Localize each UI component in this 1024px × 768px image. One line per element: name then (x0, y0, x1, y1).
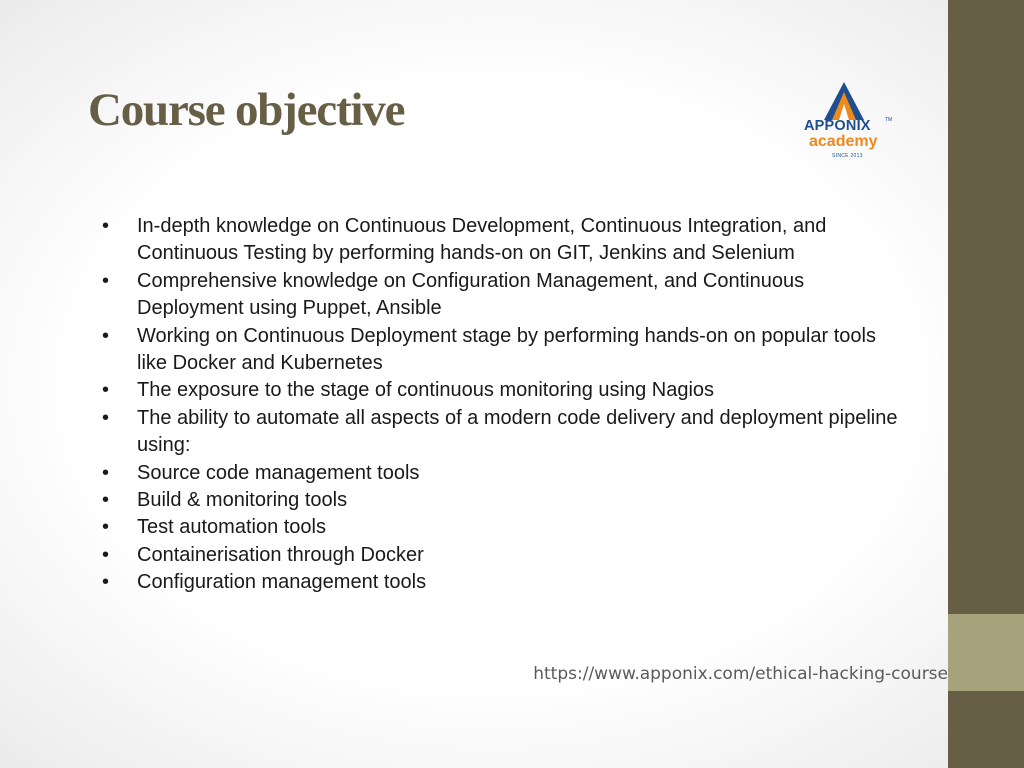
list-item (98, 323, 908, 378)
list-item (98, 405, 908, 460)
list-item (98, 487, 908, 514)
bullet-icon: • (102, 379, 110, 402)
list-item-text: Containerisation through Docker (137, 543, 424, 566)
list-item (98, 569, 908, 596)
list-item-text: The exposure to the stage of continuous monitoring using Nagios (137, 379, 715, 402)
list-item-text: Test automation tools (137, 516, 326, 539)
bullet-icon: • (102, 215, 110, 237)
list-item-text: Source code management tools (137, 461, 420, 484)
bullet-icon: • (102, 406, 110, 429)
apponix-logo-icon (823, 81, 865, 121)
list-item (98, 268, 908, 323)
objective-list (98, 213, 908, 597)
list-item-text: Configuration management tools (137, 571, 427, 594)
bullet-icon: • (102, 489, 110, 512)
bullet-icon: • (102, 516, 110, 539)
list-item-text: Comprehensive knowledge on Configuration Management, and Continuous Deployment using Puppet, Ansible (137, 269, 805, 320)
list-item-text: In-depth knowledge on Continuous Development, Continuous Integration, and Continuous Testing by performing hands-on on GIT, Jenkins and Selenium (137, 215, 827, 265)
bullet-icon: • (102, 571, 110, 594)
sidebar-accent-block (948, 614, 1024, 691)
course-url: https://www.apponix.com/ethical-hacking-course (533, 664, 948, 684)
list-item (98, 542, 908, 569)
slide-title: Course objective (88, 84, 405, 136)
list-item (98, 514, 908, 541)
bullet-icon: • (102, 461, 110, 484)
logo-since-text: SINCE 2013 (832, 153, 863, 159)
apponix-academy-logo (801, 78, 897, 168)
bullet-icon: • (102, 269, 110, 292)
bullet-icon: • (102, 324, 110, 347)
list-item (98, 377, 908, 404)
list-item-text: Working on Continuous Deployment stage by performing hands-on on popular tools like Docker and Kubernetes (137, 324, 876, 375)
list-item (98, 460, 908, 487)
list-item-text: The ability to automate all aspects of a modern code delivery and deployment pipeline using: (137, 406, 898, 457)
logo-sub-text: academy (809, 133, 878, 150)
bullet-icon: • (102, 543, 110, 566)
logo-brand-text: APPONIX (804, 118, 871, 134)
logo-trademark: TM (885, 117, 893, 123)
list-item-text: Build & monitoring tools (137, 489, 348, 512)
list-item (98, 213, 908, 268)
